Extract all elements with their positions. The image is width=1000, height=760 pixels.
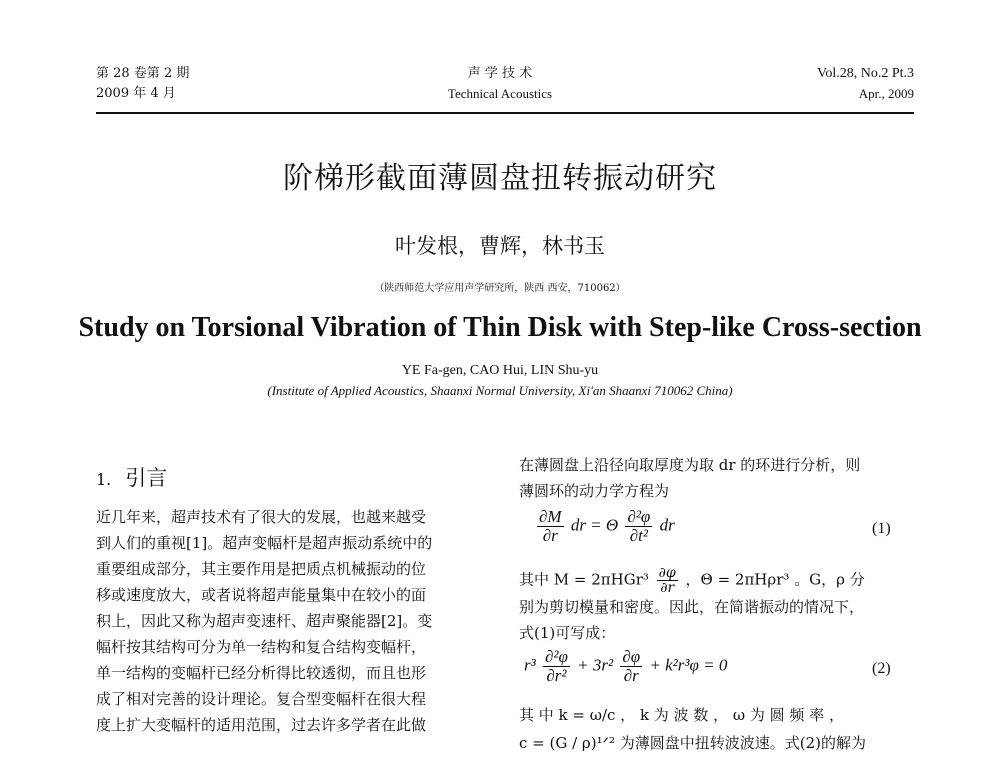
eq1-rhs-fraction: $\frac{\text{∂²φ}}{\text{∂t²}}$ — [627, 507, 651, 545]
journal-volume-cn: 第 28 卷第 2 期 — [96, 66, 190, 81]
header-rule — [96, 112, 914, 114]
eq2-fraction-2: $\frac{\partial\varphi}{\partial r}$ — [622, 647, 641, 685]
left-column — [96, 504, 496, 738]
affiliation-en: (Institute of Applied Acoustics, Shaanxi Normal University, Xi'an Shaanxi 710062 China) — [267, 383, 733, 398]
paragraph-line: 到人们的重视[1]。超声变幅杆是超声振动系统中的 — [96, 534, 433, 552]
paragraph-line: 近几年来，超声技术有了很大的发展，也越来越受 — [96, 508, 427, 526]
eq1-lhs-fraction: $\frac{\partial M}{\partial r}$ — [539, 507, 562, 545]
journal-volume-en: Vol.28, No.2 Pt.3 — [817, 66, 914, 81]
journal-date-en: Apr., 2009 — [858, 86, 914, 101]
paragraph-line: 重要组成部分，其主要作用是把质点机械振动的位 — [96, 560, 427, 578]
section-number: 1. — [96, 470, 112, 489]
where-clause-line: 其中 M = 2πHGr³ $\frac{\partial\varphi}{\partial r}$ ，Θ = 2πHρr³ 。G，ρ 分 — [519, 565, 865, 596]
section-title: 引言 — [125, 466, 168, 490]
paragraph-line: 移或速度放大，或者说将超声能量集中在较小的面 — [96, 586, 427, 604]
equation-1-number: (1) — [872, 520, 891, 537]
journal-date-cn: 2009 年 4 月 — [96, 86, 176, 101]
wave-speed-line: c = (G / ρ)¹ᐟ² 为薄圆盘中扭转波波速。式(2)的解为 — [519, 734, 866, 752]
paragraph-line: 度上扩大变幅杆的适用范围，过去许多学者在此做 — [96, 716, 427, 734]
authors-en: YE Fa-gen, CAO Hui, LIN Shu-yu — [401, 363, 599, 378]
equation-2: r³ $\frac{\text{∂²φ}}{\text{∂r²}}$ + 3r² $\frac{\partial\varphi}{\partial r}$ + k²r³φ = 0 — [524, 647, 728, 685]
right-intro-line2: 薄圆环的动力学方程为 — [519, 482, 670, 500]
journal-name-en: Technical Acoustics — [447, 86, 553, 101]
paragraph-line: 幅杆按其结构可分为单一结构和复合结构变幅杆， — [96, 638, 427, 656]
paragraph-line: 单一结构的变幅杆已经分析得比较透彻，而且也形 — [96, 664, 427, 682]
eq1-tail: dr — [659, 515, 675, 535]
where-fraction: $\frac{\partial\varphi}{\partial r}$ — [658, 565, 676, 596]
eq1-middle: dr = Θ — [570, 515, 619, 535]
section-heading — [96, 462, 167, 492]
right-intro-line1: 在薄圆盘上沿径向取厚度为取 dr 的环进行分析，则 — [519, 456, 861, 474]
wavenumber-line: 其 中 k = ω/c ， k 为 波 数 ， ω 为 圆 频 率 ， — [519, 706, 844, 724]
journal-name-cn: 声 学 技 术 — [467, 66, 533, 81]
paragraph-line: 积上，因此又称为超声变速杆、超声聚能器[2]。变 — [96, 612, 433, 630]
equation-2-number: (2) — [872, 660, 891, 677]
equation-1 — [534, 508, 675, 545]
paragraph-line: 成了相对完善的设计理论。复合型变幅杆在很大程 — [96, 690, 427, 708]
authors-cn: 叶发根，曹辉，林书玉 — [395, 234, 605, 258]
formula-intro-line: 式(1)可写成： — [519, 624, 616, 642]
definition-line: 别为剪切模量和密度。因此，在简谐振动的情况下， — [519, 598, 865, 616]
paper-title-en: Study on Torsional Vibration of Thin Disk with Step-like Cross-section — [78, 312, 922, 343]
paper-title-cn: 阶梯形截面薄圆盘扭转振动研究 — [283, 161, 717, 196]
affiliation-cn: （陕西师范大学应用声学研究所，陕西 西安，710062） — [374, 283, 626, 294]
eq2-fraction-1: $\frac{\text{∂²φ}}{\text{∂r²}}$ — [544, 647, 568, 685]
